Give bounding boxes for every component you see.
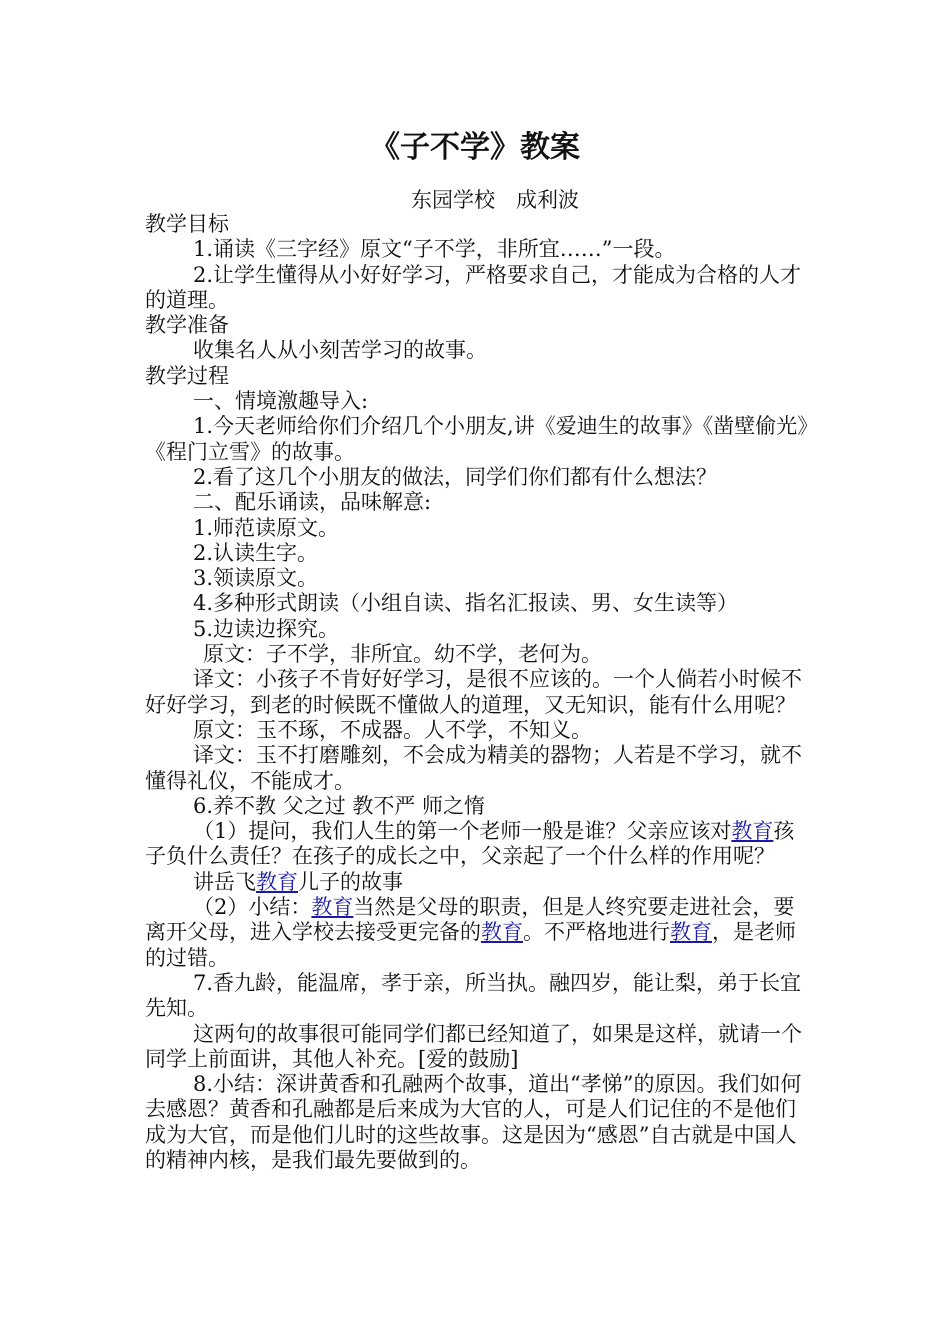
paragraph: 5.边读边探究。 bbox=[193, 616, 340, 641]
paragraph: 这两句的故事很可能同学们都已经知道了，如果是这样，就请一个同学上前面讲，其他人补充。[爱的鼓励] bbox=[145, 1021, 802, 1071]
paragraph: 3.领读原文。 bbox=[193, 566, 319, 591]
paragraph-text: （2）小结： bbox=[193, 895, 312, 920]
paragraph: 1.今天老师给你们介绍几个小朋友,讲《爱迪生的故事》《凿壁偷光》《程门立雪》的故事。 bbox=[145, 414, 808, 464]
paragraph-text: 儿子的故事 bbox=[298, 869, 403, 894]
paragraph-text: 当然是父母的职责，但是人终究要走进社会，要离开父母，进入学校去接受更完备的 bbox=[145, 895, 795, 945]
paragraph: 原文：子不学，非所宜。幼不学，老何为。 bbox=[203, 642, 602, 667]
paragraph: 译文：小孩子不肯好好学习，是很不应该的。一个人倘若小时候不好好学习，到老的时候既不懂做人的道理，又无知识，能有什么用呢？ bbox=[145, 667, 802, 717]
paragraph: 2.认读生字。 bbox=[193, 540, 319, 565]
paragraph bbox=[145, 870, 815, 895]
paragraph-text: 。不严格地进行 bbox=[523, 920, 670, 945]
document-author: 东园学校 成利波 bbox=[411, 188, 579, 212]
paragraph: 1.师范读原文。 bbox=[193, 515, 340, 540]
paragraph: 6.养不教 父之过 教不严 师之惰 bbox=[193, 793, 486, 818]
paragraph: 8.小结：深讲黄香和孔融两个故事，道出“孝悌”的原因。我们如何去感恩？黄香和孔融都是后来成为大官的人，可是人们记住的不是他们成为大官，而是他们儿时的这些故事。这是因为“感恩”自古就是中国人的精神内核，是我们最先要做到的。 bbox=[145, 1072, 802, 1172]
section-heading: 教学目标 bbox=[145, 212, 229, 236]
paragraph-text: 讲岳飞 bbox=[193, 869, 256, 894]
paragraph: 2.让学生懂得从小好好学习，严格要求自己，才能成为合格的人才的道理。 bbox=[145, 262, 802, 312]
paragraph: 译文：玉不打磨雕刻，不会成为精美的器物；人若是不学习，就不懂得礼仪，不能成才。 bbox=[145, 743, 802, 793]
paragraph: 收集名人从小刻苦学习的故事。 bbox=[193, 338, 487, 363]
education-link[interactable]: 教育 bbox=[670, 920, 712, 945]
paragraph: 4.多种形式朗读（小组自读、指名汇报读、男、女生读等） bbox=[193, 591, 739, 616]
education-link[interactable]: 教育 bbox=[311, 895, 354, 920]
paragraph bbox=[145, 819, 815, 870]
paragraph: 二、配乐诵读，品味解意: bbox=[193, 490, 432, 515]
paragraph-text: （1）提问，我们人生的第一个老师一般是谁？父亲应该对 bbox=[193, 819, 732, 844]
paragraph-text: ，是老师的过错。 bbox=[145, 920, 796, 970]
paragraph-text: 孩子负什么责任？在孩子的成长之中，父亲起了一个什么样的作用呢？ bbox=[145, 819, 795, 869]
document-title: 《子不学》教案 bbox=[370, 130, 580, 165]
section-heading: 教学准备 bbox=[145, 313, 229, 338]
paragraph: 1.诵读《三字经》原文“子不学，非所宜……”一段。 bbox=[193, 237, 676, 262]
paragraph: 2.看了这几个小朋友的做法，同学们你们都有什么想法？ bbox=[193, 464, 718, 489]
paragraph bbox=[145, 895, 815, 971]
education-link[interactable]: 教育 bbox=[731, 819, 774, 844]
document-body bbox=[145, 212, 815, 1173]
education-link[interactable]: 教育 bbox=[481, 920, 523, 945]
paragraph: 原文：玉不琢，不成器。人不学，不知义。 bbox=[193, 717, 592, 742]
section-heading: 教学过程 bbox=[145, 363, 229, 388]
paragraph: 一、情境激趣导入: bbox=[193, 389, 369, 414]
paragraph: 7.香九龄，能温席，孝于亲，所当执。融四岁，能让梨，弟于长宜先知。 bbox=[145, 970, 802, 1021]
education-link[interactable]: 教育 bbox=[256, 869, 298, 894]
